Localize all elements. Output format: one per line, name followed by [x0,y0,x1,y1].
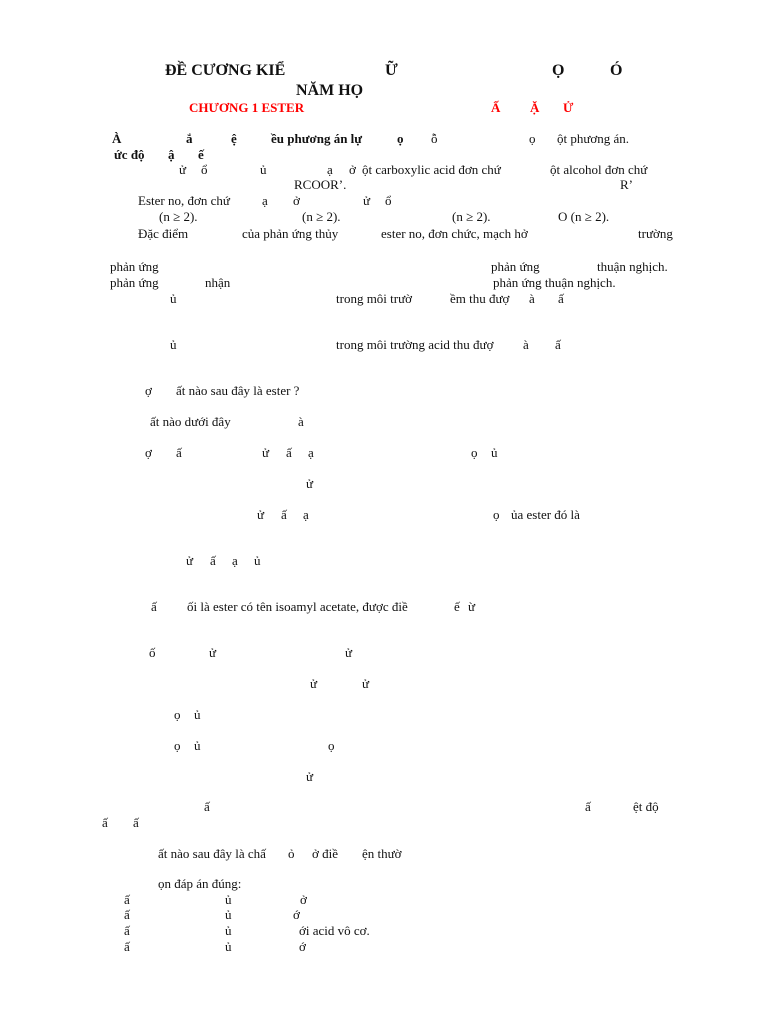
text-fragment: ở [293,193,300,208]
text-fragment: ử [363,193,371,208]
chapter-heading-part-2: Ấ [491,100,501,115]
text-fragment: ủa ester đó là [511,507,580,522]
text-fragment: ấ [281,507,287,522]
text-fragment: phản ứng [110,275,159,290]
text-fragment: ấ [204,799,210,814]
text-fragment: ất nào dưới đây [150,414,231,429]
text-fragment: ở điề [312,846,339,861]
chapter-heading-part-4: Ử [563,100,574,115]
text-fragment: ọn đáp án đúng: [158,876,242,891]
text-fragment: O (n ≥ 2). [558,209,610,224]
text-fragment: ủ [225,892,232,907]
chapter-heading-part-3: Ặ [530,100,540,115]
text-fragment: Ester no, đơn chứ [138,193,230,208]
text-fragment: ấ [102,815,108,830]
text-fragment: ạ [303,507,309,522]
text-fragment: (n ≥ 2). [302,209,341,224]
text-fragment: ợ [145,445,152,460]
text-fragment: R’ [620,177,633,192]
text-fragment: RCOOR’. [294,177,347,192]
text-fragment: ử [306,476,314,491]
text-fragment: ấ [555,337,561,352]
text-fragment: ester no, đơn chức, mạch hở [381,226,528,241]
text-fragment: ử [186,553,194,568]
chapter-heading: CHƯƠNG 1 ESTER [189,100,305,115]
text-fragment: (n ≥ 2). [159,209,198,224]
text-fragment: phản ứng thuận nghịch. [493,275,616,290]
text-fragment: ất nào sau đây là chấ [158,846,266,861]
text-fragment: ọ [174,738,181,753]
text-fragment: ử [179,162,187,177]
text-fragment: ủ [491,445,498,460]
text-fragment: thuận nghịch. [597,259,668,274]
text-fragment: ềm thu đượ [450,291,510,306]
text-fragment: ọ [174,707,181,722]
text-fragment: ạ [308,445,314,460]
text-fragment: ạ [327,162,333,177]
text-fragment: ừ [468,599,476,614]
text-fragment: ối là ester có tên isoamyl acetate, được điề [187,599,408,614]
text-fragment: ện thườ [362,846,402,861]
text-fragment: ế [454,599,460,614]
text-fragment: ều phương án lự [271,131,363,146]
text-fragment: à [298,414,304,429]
text-fragment: phản ứng [110,259,159,274]
text-fragment: ủ [254,553,261,568]
text-fragment: ấ [124,923,130,938]
text-fragment: ử [362,676,370,691]
text-fragment: ử [345,645,353,660]
title-part-2: Ữ [385,62,398,79]
text-fragment: ấ [210,553,216,568]
text-fragment: ử [257,507,265,522]
text-fragment: ố [149,645,156,660]
text-fragment: ọ [328,738,335,753]
text-fragment: nhận [205,275,231,290]
text-fragment: ớ [293,907,300,922]
text-fragment: phản ứng [491,259,540,274]
text-fragment: ọ [397,131,404,146]
text-fragment: ấ [585,799,591,814]
text-fragment: ọ [493,507,500,522]
text-fragment: ấ [124,939,130,954]
text-fragment: ất nào sau đây là ester ? [176,383,300,398]
text-fragment: ột alcohol đơn chứ [550,162,648,177]
text-fragment: ủ [225,939,232,954]
text-fragment: ủ [170,337,177,352]
text-fragment: ủ [225,923,232,938]
text-fragment: trường [638,226,673,241]
text-fragment: ọ [529,131,536,146]
text-fragment: ới acid vô cơ. [299,923,370,938]
text-fragment: ủ [194,738,201,753]
text-fragment: ủ [260,162,267,177]
text-fragment: à [529,291,535,306]
text-fragment: ổ [201,162,208,177]
text-fragment: ạ [262,193,268,208]
text-fragment: ột phương án. [557,131,630,146]
text-fragment: ỏ [288,846,295,861]
title-part-1: ĐỀ CƯƠNG KIỂ [165,62,286,79]
text-fragment: ệt độ [633,799,659,814]
text-fragment: ủ [225,907,232,922]
text-fragment: ấ [558,291,564,306]
text-fragment: ử [310,676,318,691]
text-fragment: ử [262,445,270,460]
text-fragment: trong môi trườ [336,291,413,306]
text-fragment: À [112,131,122,146]
text-fragment: ạ [232,553,238,568]
text-fragment: ử [306,769,314,784]
text-fragment: ủ [170,291,177,306]
text-fragment: ử [209,645,217,660]
text-fragment: ậ [168,147,175,162]
text-fragment: ủ [194,707,201,722]
text-fragment: ấ [286,445,292,460]
title-part-3: Ọ [552,62,565,79]
text-fragment: ấ [176,445,182,460]
text-fragment: (n ≥ 2). [452,209,491,224]
text-fragment: ấ [124,892,130,907]
text-fragment: ắ [186,131,193,146]
text-fragment: ệ [231,131,237,146]
text-fragment: ỗ [431,131,438,146]
text-fragment: ấ [133,815,139,830]
text-fragment: của phản ứng thủy [242,226,339,241]
title-part-4: Ó [610,62,623,79]
text-fragment: ức độ [114,147,145,162]
text-fragment: à [523,337,529,352]
text-fragment: ấ [124,907,130,922]
text-fragment: ở [300,892,307,907]
text-fragment: Đặc điểm [138,226,189,241]
text-fragment: ế [198,147,204,162]
text-fragment: ổ [385,193,392,208]
text-fragment: ọ [471,445,478,460]
text-fragment: ấ [151,599,157,614]
text-fragment: ột carboxylic acid đơn chứ [362,162,501,177]
subtitle: NĂM HỌ [296,82,364,99]
text-fragment: trong môi trường acid thu đượ [336,337,494,352]
text-fragment: ợ [145,383,152,398]
text-fragment: ở [349,162,356,177]
text-fragment: ớ [299,939,306,954]
